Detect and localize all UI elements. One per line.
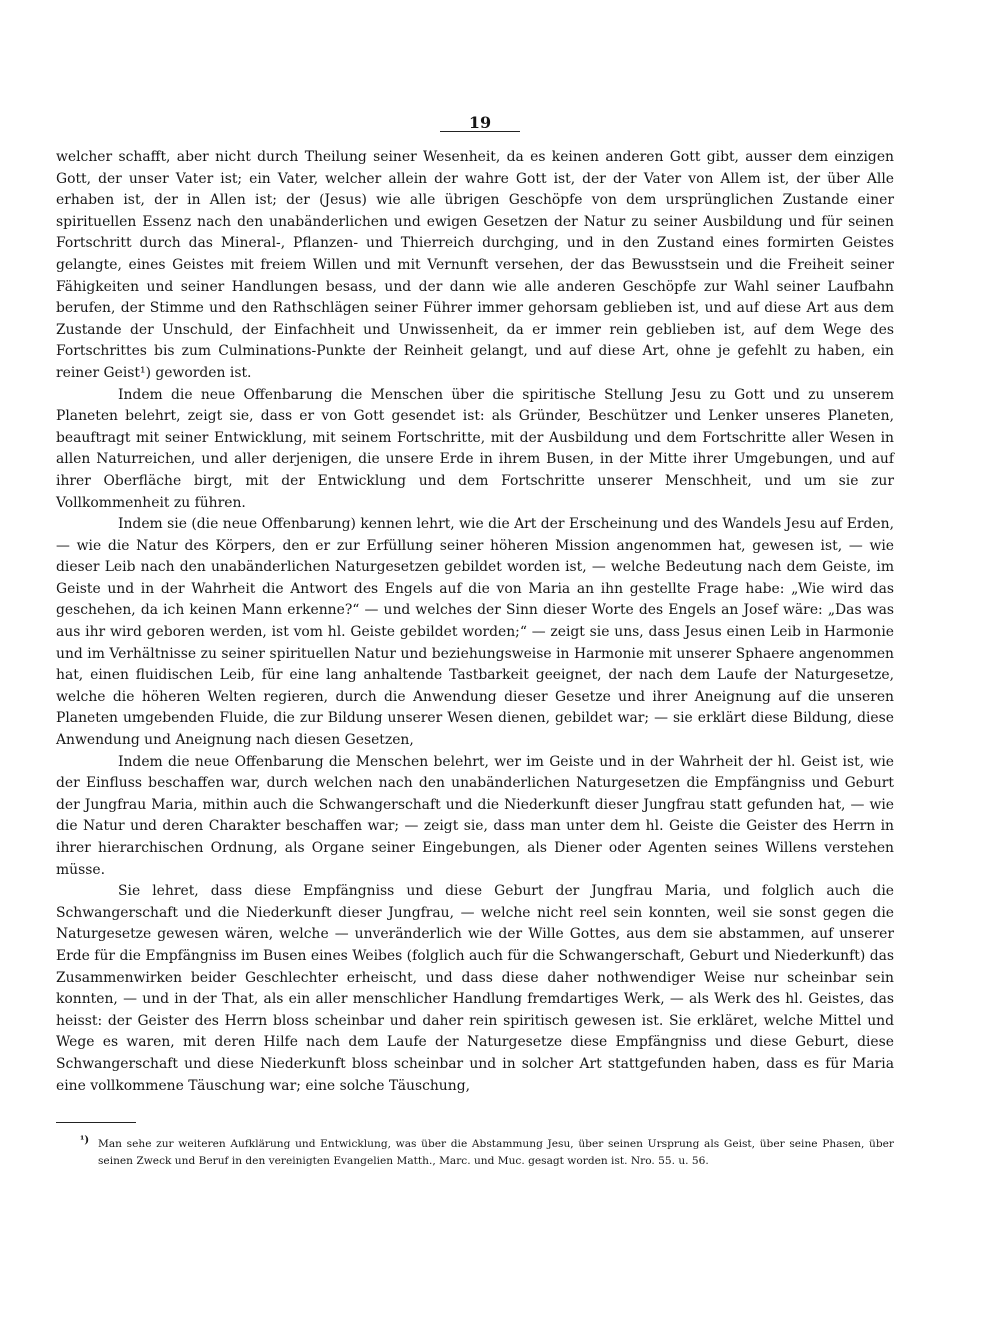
footnote-text: Man sehe zur weiteren Aufklärung und Entwicklung, was über die Abstammung Jesu, über seinen Ursprung als Geist, über seine Phasen, über seinen Zweck und Beruf in den vereinigten Evangelien Matth., Marc. und Muc. gesagt worden ist. Nro. 55. u. 56.	[98, 1138, 894, 1167]
paragraph: Indem die neue Offenbarung die Menschen belehrt, wer im Geiste und in der Wahrheit der hl. Geist ist, wie der Einfluss beschaffen war, durch welchen nach den unabänderlichen Naturgesetzen die Empfängniss und Geburt der Jungfrau Maria, mithin auch die Schwangerschaft und die Niederkunft dieser Jungfrau statt gefunden hat, — wie die Natur und deren Charakter beschaffen war; — zeigt sie, dass man unter dem hl. Geiste die Geister des Herrn in ihrer hierarchischen Ordnung, als Organe seiner Eingebungen, als Diener oder Agenten seines Willens verstehen müsse.	[56, 753, 894, 878]
paragraph: Sie lehret, dass diese Empfängniss und diese Geburt der Jungfrau Maria, und folglich auch die Schwangerschaft und die Niederkunft dieser Jungfrau, — welche nicht reel sein konnten, weil sie sonst gegen die Naturgesetze gewesen wären, welche — unveränderlich wie der Wille Gottes, aus dem sie abstammen, auf unserer Erde für die Empfängniss im Busen eines Weibes (folglich auch für die Schwangerschaft, Geburt und Niederkunft) das Zusammenwirken beider Geschlechter erheischt, und dass diese daher nothwendiger Weise nur scheinbar sein konnten, — und in der That, als ein aller menschlicher Handlung fremdartiges Werk, — als Werk des hl. Geistes, das heisst: der Geister des Herrn bloss scheinbar und daher rein spiritisch gewesen ist. Sie erkläret, welche Mittel und Wege es waren, mit deren Hilfe nach dem Laufe der Naturgesetze diese Empfängniss und diese Geburt, diese Schwangerschaft und diese Niederkunft bloss scheinbar und in solcher Art stattgefunden haben, dass es für Maria eine vollkommene Täuschung war; eine solche Täuschung,	[56, 883, 894, 1094]
header-rule	[440, 131, 520, 132]
footnote-mark: ¹)	[80, 1135, 90, 1146]
paragraph: Indem die neue Offenbarung die Menschen über die spiritische Stellung Jesu zu Gott und zu unserem Planeten belehrt, zeigt sie, dass er von Gott gesendet ist: als Gründer, Beschützer und Lenker unseres Planeten, beauftragt mit seiner Entwicklung, mit seinem Fortschritte, mit der Ausbildung und dem Fortschritte aller Wesen in allen Naturreichen, und aller derjenigen, die unsere Erde in ihrem Busen, in der Mitte ihrer Umgebungen, und auf ihrer Oberfläche birgt, mit der Entwicklung und dem Fortschritte unserer Menschheit, und um sie zur Vollkommenheit zu führen.	[56, 386, 894, 511]
paragraph: Indem sie (die neue Offenbarung) kennen lehrt, wie die Art der Erscheinung und des Wandels Jesu auf Erden, — wie die Natur des Körpers, den er zur Erfüllung seiner höheren Mission angenommen hat, gewesen ist, — wie dieser Leib nach den unabänderlichen Naturgesetzen gebildet worden ist, — welche Bedeutung nach dem Geiste, im Geiste und in der Wahrheit die Antwort des Engels auf die von Maria an ihn gestellte Frage habe: „Wie wird das geschehen, da ich keinen Mann erkenne?“ — und welches der Sinn dieser Worte des Engels an Josef wäre: „Das was aus ihr wird geboren werden, ist vom hl. Geiste gebildet worden;“ — zeigt sie uns, dass Jesus einen Leib in Harmonie und im Verhältnisse zu seiner spirituellen Natur und beziehungsweise in Harmonie mit unserer Sphaere angenommen hat, einen fluidischen Leib, für eine lang anhaltende Tastbarkeit geeignet, der nach dem Laufe der Naturgesetze, welche die höheren Welten regieren, durch die Anwendung dieser Gesetze und ihrer Aneignung auf die unseren Planeten umgebenden Fluide, die zur Bildung unserer Wesen dienen, gebildet war; — sie erklärt diese Bildung, diese Anwendung und Aneignung nach diesen Gesetzen,	[56, 516, 894, 749]
main-text	[56, 147, 894, 1097]
footnote-rule	[56, 1122, 136, 1123]
paragraph: welcher schafft, aber nicht durch Theilung seiner Wesenheit, da es keinen anderen Gott gibt, ausser dem einzigen Gott, der unser Vater ist; ein Vater, welcher allein der wahre Gott ist, der der Vater von Allem ist, der über Alle erhaben ist, der in Allen ist; der (Jesus) wie alle übrigen Geschöpfe von dem ursprünglichen Zustande einer spirituellen Essenz nach den unabänderlichen und ewigen Gesetzen der Natur zu seiner Ausbildung und für seinen Fortschritt durch das Mineral-, Pflanzen- und Thierreich durchging, und in den Zustand eines formirten Geistes gelangte, eines Geistes mit freiem Willen und mit Vernunft versehen, der das Bewusstsein und die Freiheit seiner Fähigkeiten und seiner Handlungen besass, und der dann wie alle anderen Geschöpfe zur Wahl seiner Laufbahn berufen, der Stimme und den Rathschlägen seiner Führer immer gehorsam geblieben ist, und auf diese Art aus dem Zustande der Unschuld, der Einfachheit und Unwissenheit, da er immer rein geblieben ist, auf dem Wege des Fortschrittes bis zum Culminations-Punkte der Reinheit gelangt, und auf diese Art, ohne je gefehlt zu haben, ein reiner Geist¹) geworden ist.	[56, 149, 894, 381]
footnote	[80, 1135, 894, 1169]
page-number: 19	[468, 113, 492, 132]
